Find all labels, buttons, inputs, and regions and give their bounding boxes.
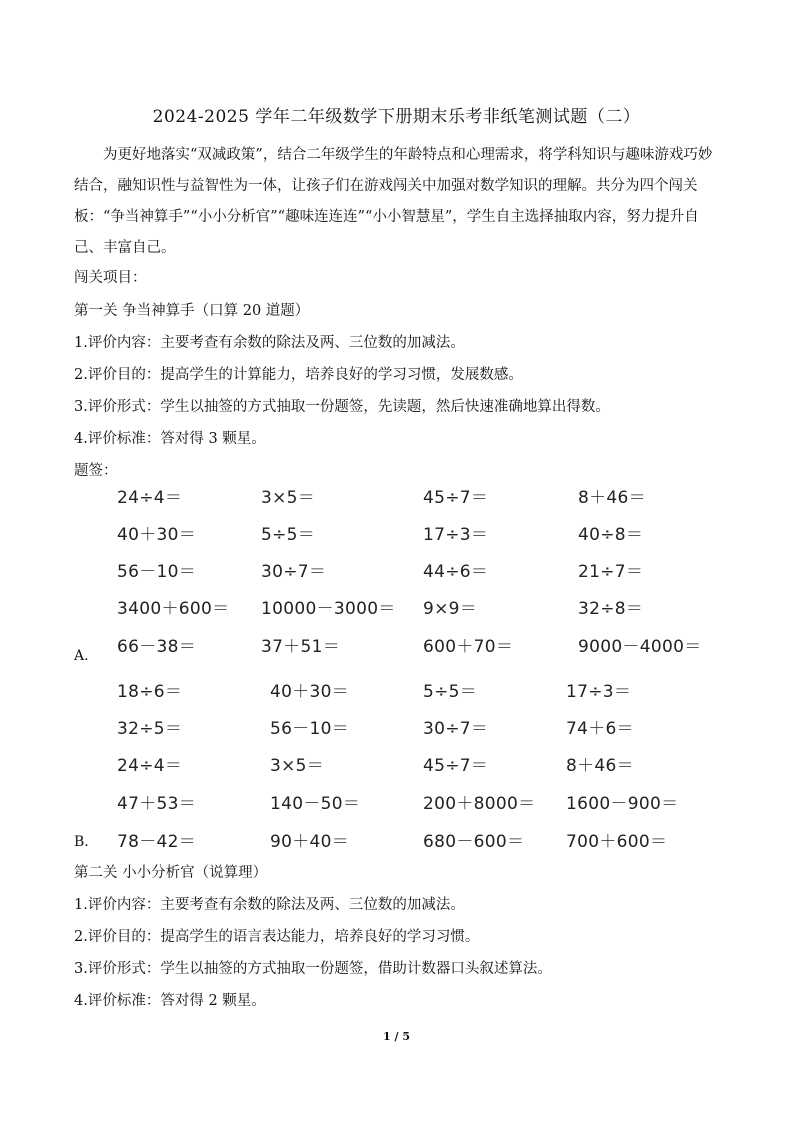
set-a-problem: 30÷7＝: [261, 562, 327, 582]
set-a-label: A.: [74, 648, 89, 664]
set-b-problem: 1600－900＝: [566, 794, 679, 814]
set-a-problem: 56－10＝: [117, 562, 197, 582]
set-a-problem: 21÷7＝: [578, 562, 644, 582]
document-title: 2024-2025 学年二年级数学下册期末乐考非纸笔测试题（二）: [152, 107, 641, 127]
ticket-label: 题签：: [74, 463, 118, 479]
set-b-label: B.: [74, 834, 89, 850]
set-b-problem: 40＋30＝: [270, 682, 350, 702]
set-b-problem: 680－600＝: [423, 832, 525, 852]
set-b-problem: 18÷6＝: [117, 682, 183, 702]
set-a-problem: 40＋30＝: [117, 525, 197, 545]
set-b-problem: 140－50＝: [270, 794, 361, 814]
set-b-problem: 17÷3＝: [566, 682, 632, 702]
set-a-problem: 9×9＝: [423, 599, 478, 619]
set-b-problem: 8＋46＝: [566, 756, 634, 776]
set-b-problem: 5÷5＝: [423, 682, 478, 702]
set-b-problem: 200＋8000＝: [423, 794, 536, 814]
set-a-problem: 37＋51＝: [261, 637, 341, 657]
set-a-problem: 5÷5＝: [261, 525, 316, 545]
level1-form: 3.评价形式：学生以抽签的方式抽取一份题签，先读题，然后快速准确地算出得数。: [74, 399, 610, 415]
set-b-problem: 700＋600＝: [566, 832, 668, 852]
level1-purpose: 2.评价目的：提高学生的计算能力，培养良好的学习习惯，发展数感。: [74, 367, 523, 383]
set-b-problem: 3×5＝: [270, 756, 325, 776]
set-b-problem: 78－42＝: [117, 832, 197, 852]
level2-form: 3.评价形式：学生以抽签的方式抽取一份题签，借助计数器口头叙述算法。: [74, 961, 552, 977]
set-a-problem: 10000－3000＝: [261, 599, 396, 619]
set-a-problem: 32÷8＝: [578, 599, 644, 619]
level2-content: 1.评价内容：主要考查有余数的除法及两、三位数的加减法。: [74, 897, 465, 913]
set-b-problem: 45÷7＝: [423, 756, 489, 776]
set-a-problem: 3×5＝: [261, 488, 316, 508]
set-a-problem: 66－38＝: [117, 637, 197, 657]
set-b-problem: 30÷7＝: [423, 719, 489, 739]
set-a-problem: 8＋46＝: [578, 488, 646, 508]
set-b-problem: 47＋53＝: [117, 794, 197, 814]
set-b-problem: 74＋6＝: [566, 719, 634, 739]
set-a-problem: 17÷3＝: [423, 525, 489, 545]
set-a-problem: 9000－4000＝: [578, 637, 702, 657]
set-b-problem: 32÷5＝: [117, 719, 183, 739]
set-a-problem: 45÷7＝: [423, 488, 489, 508]
items-heading: 闯关项目：: [74, 270, 147, 286]
level2-purpose: 2.评价目的：提高学生的语言表达能力，培养良好的学习习惯。: [74, 929, 480, 945]
set-a-problem: 3400＋600＝: [117, 599, 230, 619]
set-a-problem: 600＋70＝: [423, 637, 514, 657]
level1-content: 1.评价内容：主要考查有余数的除法及两、三位数的加减法。: [74, 335, 465, 351]
page-number: 1 / 5: [383, 1030, 410, 1043]
set-a-problem: 24÷4＝: [117, 488, 183, 508]
level2-standard: 4.评价标准：答对得 2 颗星。: [74, 993, 266, 1009]
set-b-problem: 24÷4＝: [117, 756, 183, 776]
level1-heading: 第一关 争当神算手（口算 20 道题）: [74, 303, 310, 319]
set-b-problem: 90＋40＝: [270, 832, 350, 852]
set-a-problem: 40÷8＝: [578, 525, 644, 545]
intro-paragraph: 为更好地落实“双减政策”，结合二年级学生的年龄特点和心理需求，将学科知识与趣味游戏巧妙结合，融知识性与益智性为一体，让孩子们在游戏闯关中加强对数学知识的理解。共分为四个闯关板：“争当神算手”“小小分析官”“趣味连连连”“小小智慧星”，学生自主选择抽取内容，努力提升自己、丰富自己。: [74, 147, 713, 256]
level1-standard: 4.评价标准：答对得 3 颗星。: [74, 431, 266, 447]
set-a-problem: 44÷6＝: [423, 562, 489, 582]
set-b-problem: 56－10＝: [270, 719, 350, 739]
level2-heading: 第二关 小小分析官（说算理）: [74, 865, 268, 881]
